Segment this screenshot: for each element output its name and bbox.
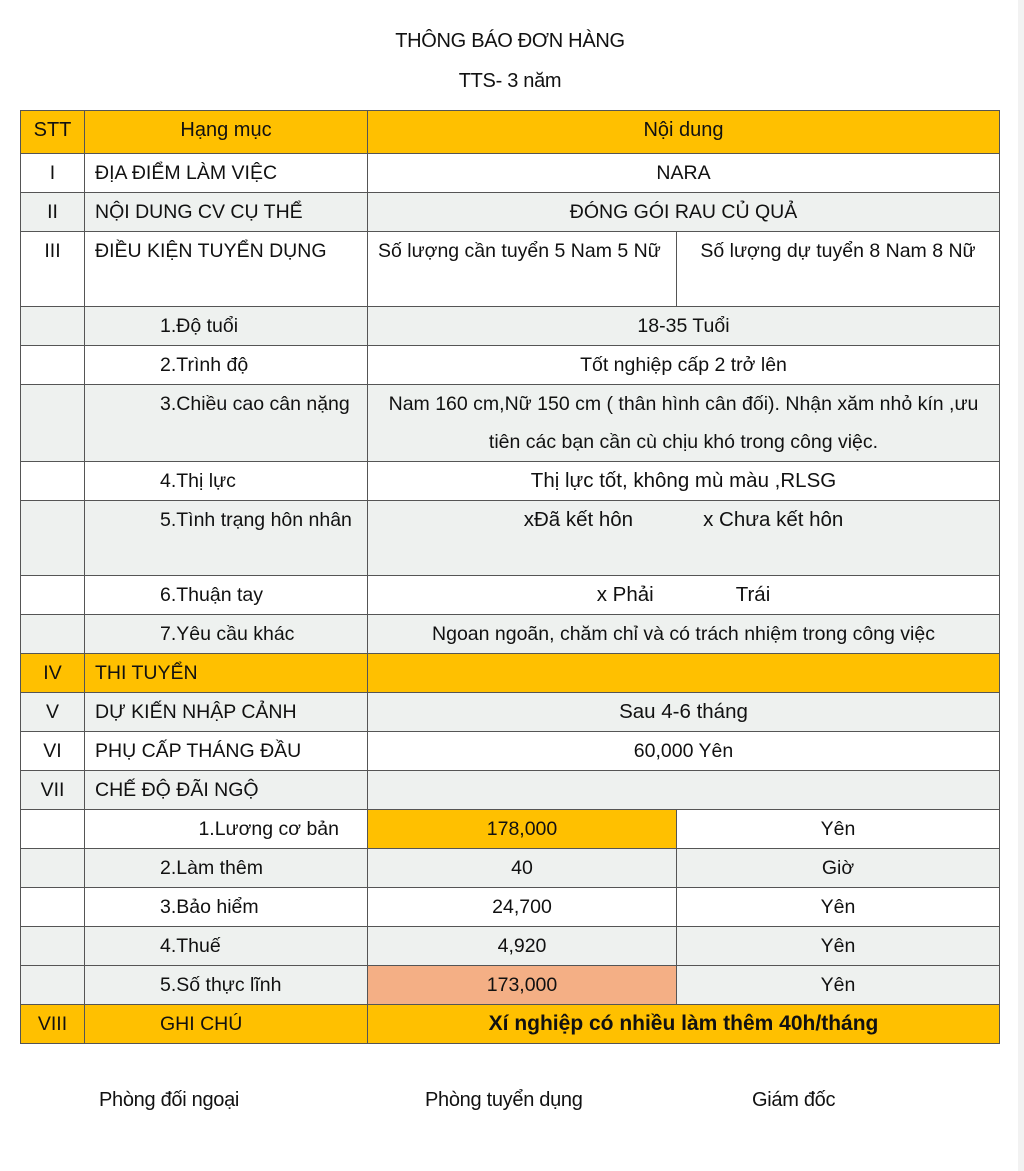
row-unit: Giờ (677, 849, 1000, 888)
row-category: 3.Bảo hiểm (85, 888, 368, 927)
row-content: 18-35 Tuổi (368, 307, 1000, 346)
row-category: GHI CHÚ (85, 1005, 368, 1044)
row-value: 178,000 (368, 810, 677, 849)
row-content (368, 501, 1000, 576)
signature-recruitment: Phòng tuyển dụng (425, 1089, 583, 1111)
row-value: 173,000 (368, 966, 677, 1005)
row-unit: Yên (677, 927, 1000, 966)
row-content: 60,000 Yên (368, 732, 1000, 771)
row-stt: VIII (21, 1005, 85, 1044)
row-category: CHẾ ĐỘ ĐÃI NGỘ (85, 771, 368, 810)
row-category: ĐỊA ĐIỂM LÀM VIỆC (85, 154, 368, 193)
row-category: 5.Số thực lĩnh (85, 966, 368, 1005)
row-category: 3.Chiều cao cân nặng (85, 385, 368, 462)
order-table (20, 110, 1000, 1044)
row-category: 5.Tình trạng hôn nhân (85, 501, 368, 576)
row-content: Tốt nghiệp cấp 2 trở lên (368, 346, 1000, 385)
row-category: ĐIỀU KIỆN TUYỂN DỤNG (85, 232, 368, 307)
row-content-required-quantity: Số lượng cần tuyển 5 Nam 5 Nữ (368, 232, 677, 307)
row-stt-empty (21, 888, 85, 927)
row-content: Sau 4-6 tháng (368, 693, 1000, 732)
table-row-first-month-allowance (21, 732, 1000, 771)
row-stt-empty (21, 927, 85, 966)
handedness-option-left: Trái (735, 583, 771, 606)
table-row-age (21, 307, 1000, 346)
row-category: 2.Trình độ (85, 346, 368, 385)
row-unit: Yên (677, 888, 1000, 927)
document-title: THÔNG BÁO ĐƠN HÀNG (395, 30, 625, 52)
row-category: 4.Thuế (85, 927, 368, 966)
table-row-base-salary (21, 810, 1000, 849)
row-category: DỰ KIẾN NHẬP CẢNH (85, 693, 368, 732)
table-row-job-content (21, 193, 1000, 232)
row-content: Ngoan ngoãn, chăm chỉ và có trách nhiệm trong công việc (368, 615, 1000, 654)
row-category: 4.Thị lực (85, 462, 368, 501)
row-unit: Yên (677, 966, 1000, 1005)
table-row-recruitment-conditions (21, 232, 1000, 307)
table-row-expected-entry (21, 693, 1000, 732)
row-stt-empty (21, 346, 85, 385)
row-content-candidate-quantity: Số lượng dự tuyển 8 Nam 8 Nữ (677, 232, 1000, 307)
row-value: 40 (368, 849, 677, 888)
row-stt-empty (21, 385, 85, 462)
row-stt: VI (21, 732, 85, 771)
table-row-exam (21, 654, 1000, 693)
handedness-option-right: x Phải (596, 583, 654, 606)
row-stt: I (21, 154, 85, 193)
row-stt: II (21, 193, 85, 232)
signature-director: Giám đốc (752, 1089, 836, 1111)
row-stt-empty (21, 810, 85, 849)
header-category: Hạng mục (85, 111, 368, 154)
row-stt: IV (21, 654, 85, 693)
row-category: THI TUYỂN (85, 654, 368, 693)
header-stt: STT (21, 111, 85, 154)
signature-foreign-affairs: Phòng đối ngoại (99, 1089, 240, 1111)
row-stt: III (21, 232, 85, 307)
row-stt-empty (21, 501, 85, 576)
row-category: 1.Lương cơ bản (85, 810, 368, 849)
row-stt: V (21, 693, 85, 732)
table-row-benefits (21, 771, 1000, 810)
row-stt-empty (21, 966, 85, 1005)
table-header-row (21, 111, 1000, 154)
row-content (368, 771, 1000, 810)
row-content: Xí nghiệp có nhiều làm thêm 40h/tháng (368, 1005, 1000, 1044)
table-row-eyesight (21, 462, 1000, 501)
row-stt: VII (21, 771, 85, 810)
scrollbar[interactable] (1018, 0, 1024, 1171)
row-content: Thị lực tốt, không mù màu ,RLSG (368, 462, 1000, 501)
row-content: Nam 160 cm,Nữ 150 cm ( thân hình cân đối). Nhận xăm nhỏ kín ,ưu tiên các bạn cần cù chịu khó trong công việc. (368, 385, 1000, 462)
row-category: 2.Làm thêm (85, 849, 368, 888)
row-content (368, 576, 1000, 615)
header-content: Nội dung (368, 111, 1000, 154)
row-content (368, 654, 1000, 693)
table-row-work-location (21, 154, 1000, 193)
table-row-other-requirements (21, 615, 1000, 654)
table-row-marital-status (21, 501, 1000, 576)
row-category: NỘI DUNG CV CỤ THỂ (85, 193, 368, 232)
table-row-education (21, 346, 1000, 385)
row-value: 4,920 (368, 927, 677, 966)
row-unit: Yên (677, 810, 1000, 849)
row-value: 24,700 (368, 888, 677, 927)
row-stt-empty (21, 849, 85, 888)
document-subtitle: TTS- 3 năm (458, 70, 562, 92)
row-stt-empty (21, 615, 85, 654)
table-row-height-weight (21, 385, 1000, 462)
row-content: ĐÓNG GÓI RAU CỦ QUẢ (368, 193, 1000, 232)
row-category: PHỤ CẤP THÁNG ĐẦU (85, 732, 368, 771)
row-stt-empty (21, 576, 85, 615)
table-row-overtime (21, 849, 1000, 888)
table-row-notes (21, 1005, 1000, 1044)
table-row-tax (21, 927, 1000, 966)
table-row-net-pay (21, 966, 1000, 1005)
table-row-insurance (21, 888, 1000, 927)
row-stt-empty (21, 462, 85, 501)
marital-option-married: xĐã kết hôn (523, 508, 634, 531)
row-content: NARA (368, 154, 1000, 193)
marital-option-single: x Chưa kết hôn (703, 508, 844, 531)
row-stt-empty (21, 307, 85, 346)
row-category: 6.Thuận tay (85, 576, 368, 615)
row-category: 1.Độ tuổi (85, 307, 368, 346)
row-category: 7.Yêu cầu khác (85, 615, 368, 654)
table-row-handedness (21, 576, 1000, 615)
